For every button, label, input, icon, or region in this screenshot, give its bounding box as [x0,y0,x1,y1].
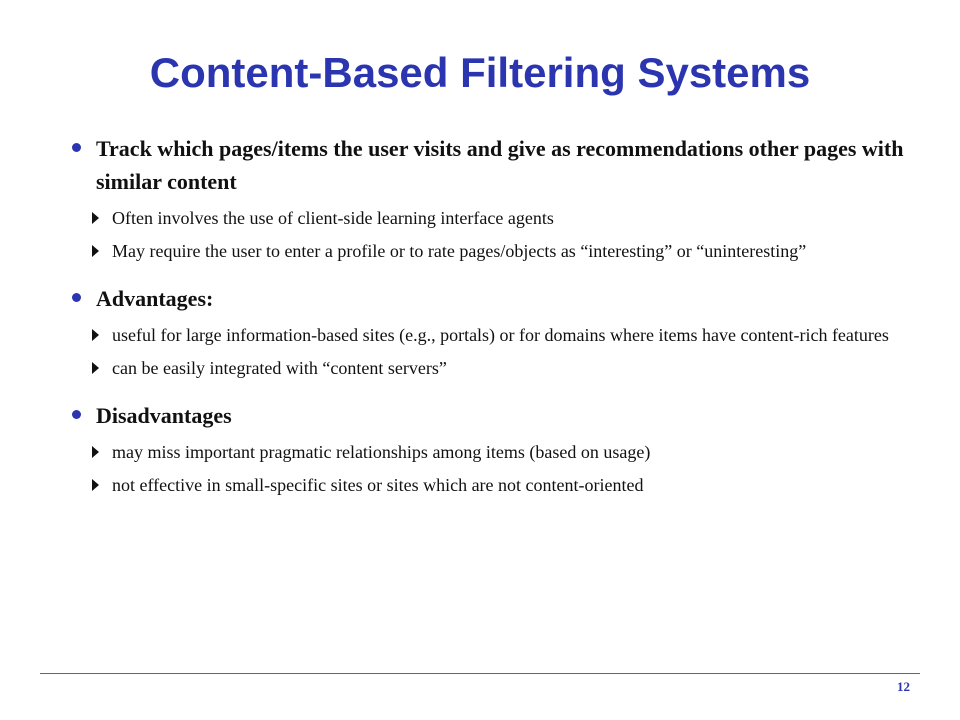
bullet-heading: Advantages: [96,286,214,311]
sub-bullet-text: May require the user to enter a profile or to rate pages/objects as “interesting” or “uninteresting” [112,241,807,261]
bullet-heading: Disadvantages [96,403,232,428]
round-bullet-icon [72,410,81,419]
sub-bullet-text: useful for large information-based sites (e.g., portals) or for domains where items have content-rich features [112,325,889,345]
triangle-bullet-icon [92,479,99,491]
bullet-heading: Track which pages/items the user visits and give as recommendations other pages with similar content [96,136,904,194]
sub-bullet [72,473,912,498]
sub-bullet-text: not effective in small-specific sites or sites which are not content-oriented [112,475,644,495]
sub-bullet-text: Often involves the use of client-side learning interface agents [112,208,554,228]
sub-bullet [72,239,912,264]
sub-bullet [72,356,912,381]
page-number: 12 [897,679,910,694]
triangle-bullet-icon [92,329,99,341]
triangle-bullet-icon [92,245,99,257]
bullet-track-pages [72,132,912,198]
slide-title: Content-Based Filtering Systems [149,49,811,96]
sub-bullet-text: may miss important pragmatic relationships among items (based on usage) [112,442,651,462]
bullet-disadvantages [72,399,912,432]
sub-bullet [72,440,912,465]
sub-bullet-text: can be easily integrated with “content servers” [112,358,447,378]
round-bullet-icon [72,293,81,302]
footer-divider [40,673,920,674]
slide-content [72,132,912,498]
sub-bullet [72,206,912,231]
triangle-bullet-icon [92,446,99,458]
sub-bullet [72,323,912,348]
triangle-bullet-icon [92,212,99,224]
triangle-bullet-icon [92,362,99,374]
round-bullet-icon [72,143,81,152]
bullet-advantages [72,282,912,315]
